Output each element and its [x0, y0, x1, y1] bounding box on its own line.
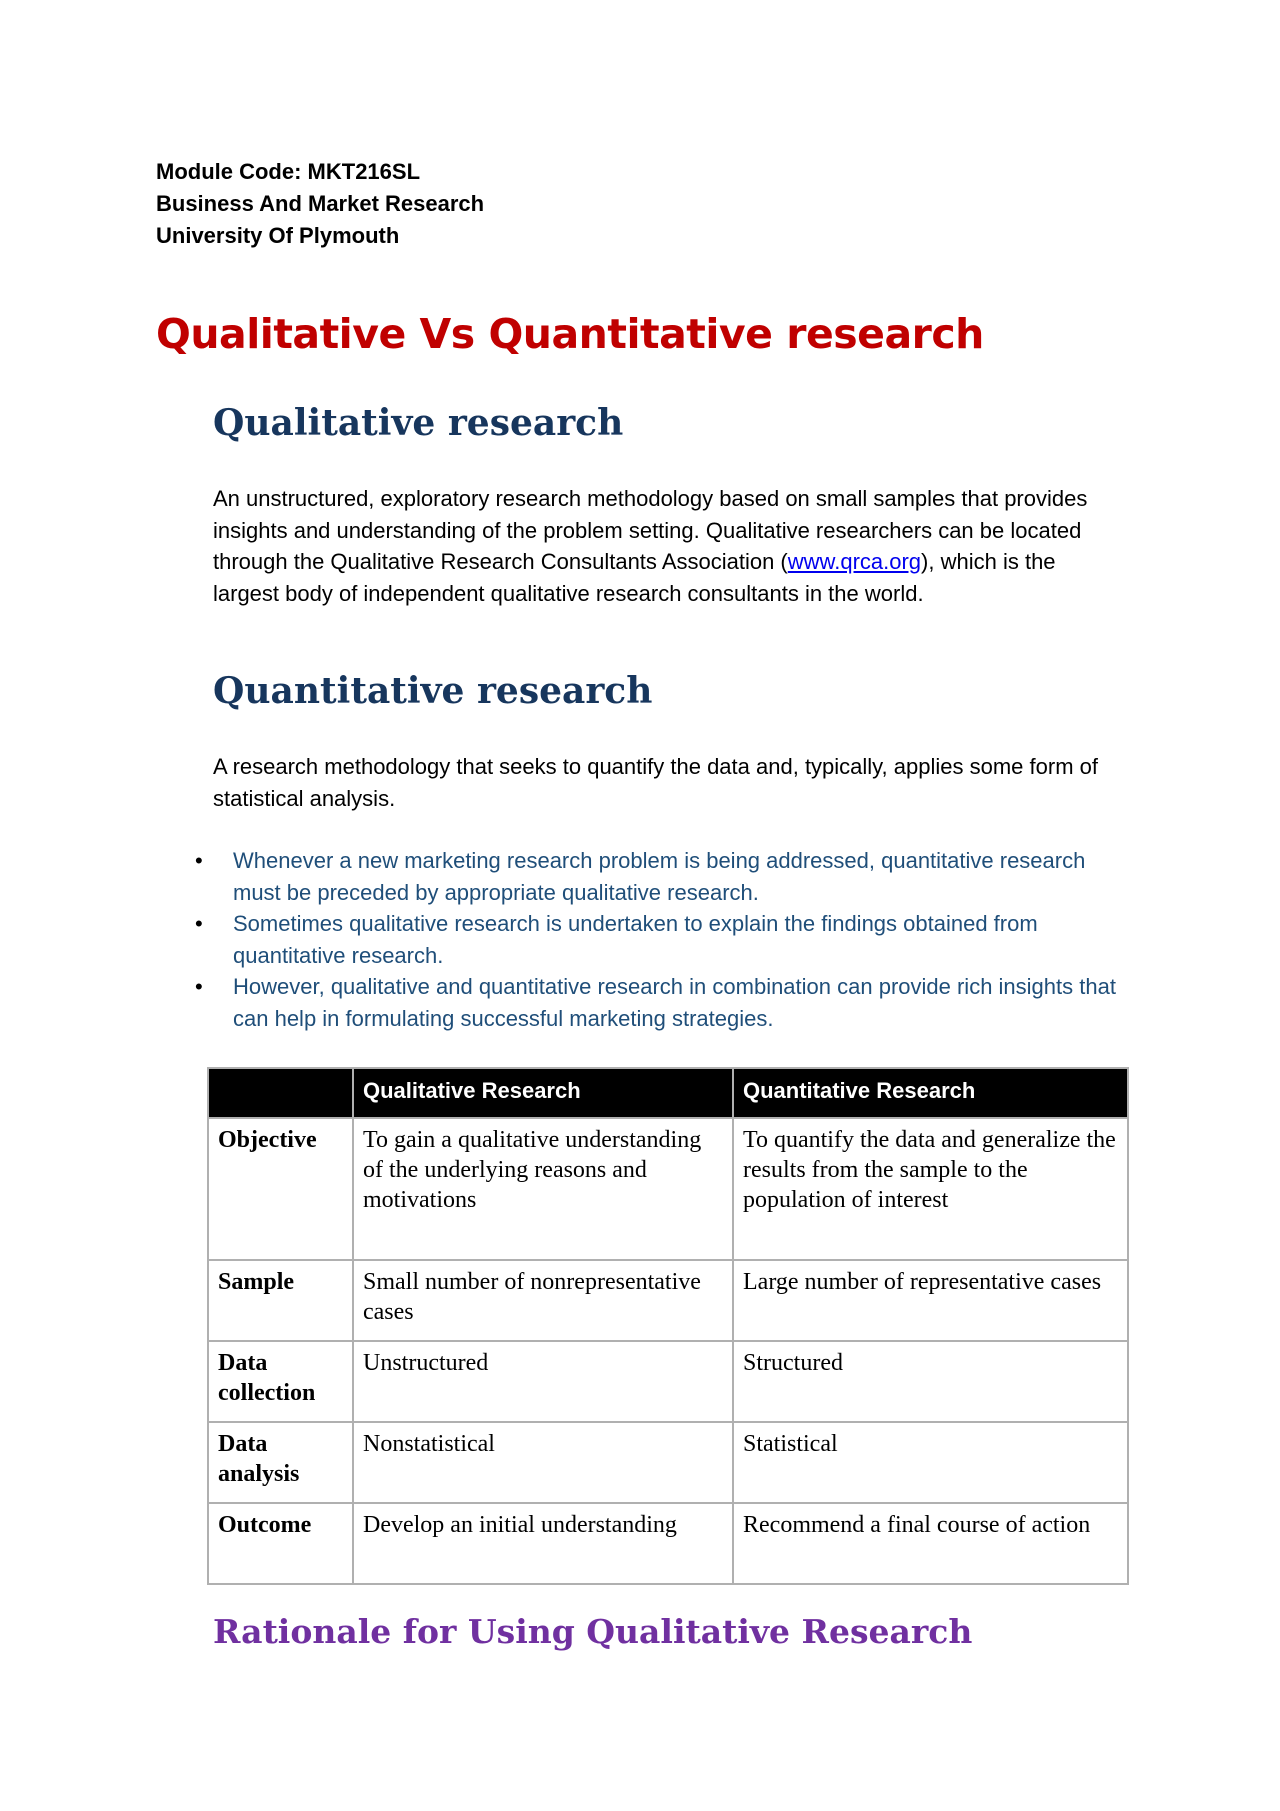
qualitative-definition — [213, 483, 1113, 609]
table-cell: Unstructured — [353, 1341, 733, 1422]
header-cell-quantitative: Quantitative Research — [733, 1068, 1128, 1118]
qrca-link[interactable]: www.qrca.org — [787, 549, 922, 574]
table-row — [208, 1260, 1128, 1341]
qualitative-text-after-link: ), which is the largest body of independent qualitative research consultants in the world. — [213, 549, 1056, 606]
table-row — [208, 1341, 1128, 1422]
table-cell: Recommend a final course of action — [733, 1503, 1128, 1584]
list-item — [190, 971, 1130, 1034]
table-cell: Statistical — [733, 1422, 1128, 1503]
table-cell: To quantify the data and generalize the results from the sample to the population of interest — [733, 1118, 1128, 1260]
bullet-icon: • — [195, 911, 203, 936]
rationale-heading: Rationale for Using Qualitative Research — [213, 1612, 973, 1651]
list-item — [190, 908, 1130, 971]
comparison-table — [207, 1067, 1129, 1585]
header-cell-qualitative: Qualitative Research — [353, 1068, 733, 1118]
table-cell: Large number of representative cases — [733, 1260, 1128, 1341]
qualitative-heading: Qualitative research — [213, 402, 624, 444]
table-cell: Structured — [733, 1341, 1128, 1422]
module-info — [156, 156, 484, 252]
page-title: Qualitative Vs Quantitative research — [156, 310, 984, 358]
quantitative-definition: A research methodology that seeks to quantify the data and, typically, applies some form of statistical analysis. — [213, 754, 1098, 811]
table-cell: Nonstatistical — [353, 1422, 733, 1503]
university-name: University Of Plymouth — [156, 223, 400, 248]
bullet-list — [190, 845, 1130, 1034]
header-cell-empty — [208, 1068, 353, 1118]
table-cell: To gain a qualitative understanding of the underlying reasons and motivations — [353, 1118, 733, 1260]
table-cell: Develop an initial understanding — [353, 1503, 733, 1584]
row-label: Sample — [208, 1260, 353, 1341]
table-cell: Small number of nonrepresentative cases — [353, 1260, 733, 1341]
module-code: Module Code: MKT216SL — [156, 159, 421, 184]
row-label: Objective — [208, 1118, 353, 1260]
bullet-text: However, qualitative and quantitative research in combination can provide rich insights that can help in formulating successful marketing strategies. — [233, 974, 1116, 1031]
list-item — [190, 845, 1130, 908]
table-row — [208, 1503, 1128, 1584]
row-label: Data collection — [208, 1341, 353, 1422]
bullet-icon: • — [195, 848, 203, 873]
bullet-text: Whenever a new marketing research problem is being addressed, quantitative research must be preceded by appropriate qualitative research. — [233, 848, 1086, 905]
row-label: Outcome — [208, 1503, 353, 1584]
bullet-text: Sometimes qualitative research is undertaken to explain the findings obtained from quantitative research. — [233, 911, 1038, 968]
quantitative-heading: Quantitative research — [213, 670, 653, 712]
qualitative-text-before-link: An unstructured, exploratory research methodology based on small samples that provides insights and understanding of the problem setting. Qualitative researchers can be located through the Qualitative Research Consultants Association ( — [213, 486, 1088, 574]
table-row — [208, 1422, 1128, 1503]
module-name: Business And Market Research — [156, 191, 485, 216]
table-header-row — [208, 1068, 1128, 1118]
bullet-icon: • — [195, 974, 203, 999]
table-row — [208, 1118, 1128, 1260]
row-label: Data analysis — [208, 1422, 353, 1503]
